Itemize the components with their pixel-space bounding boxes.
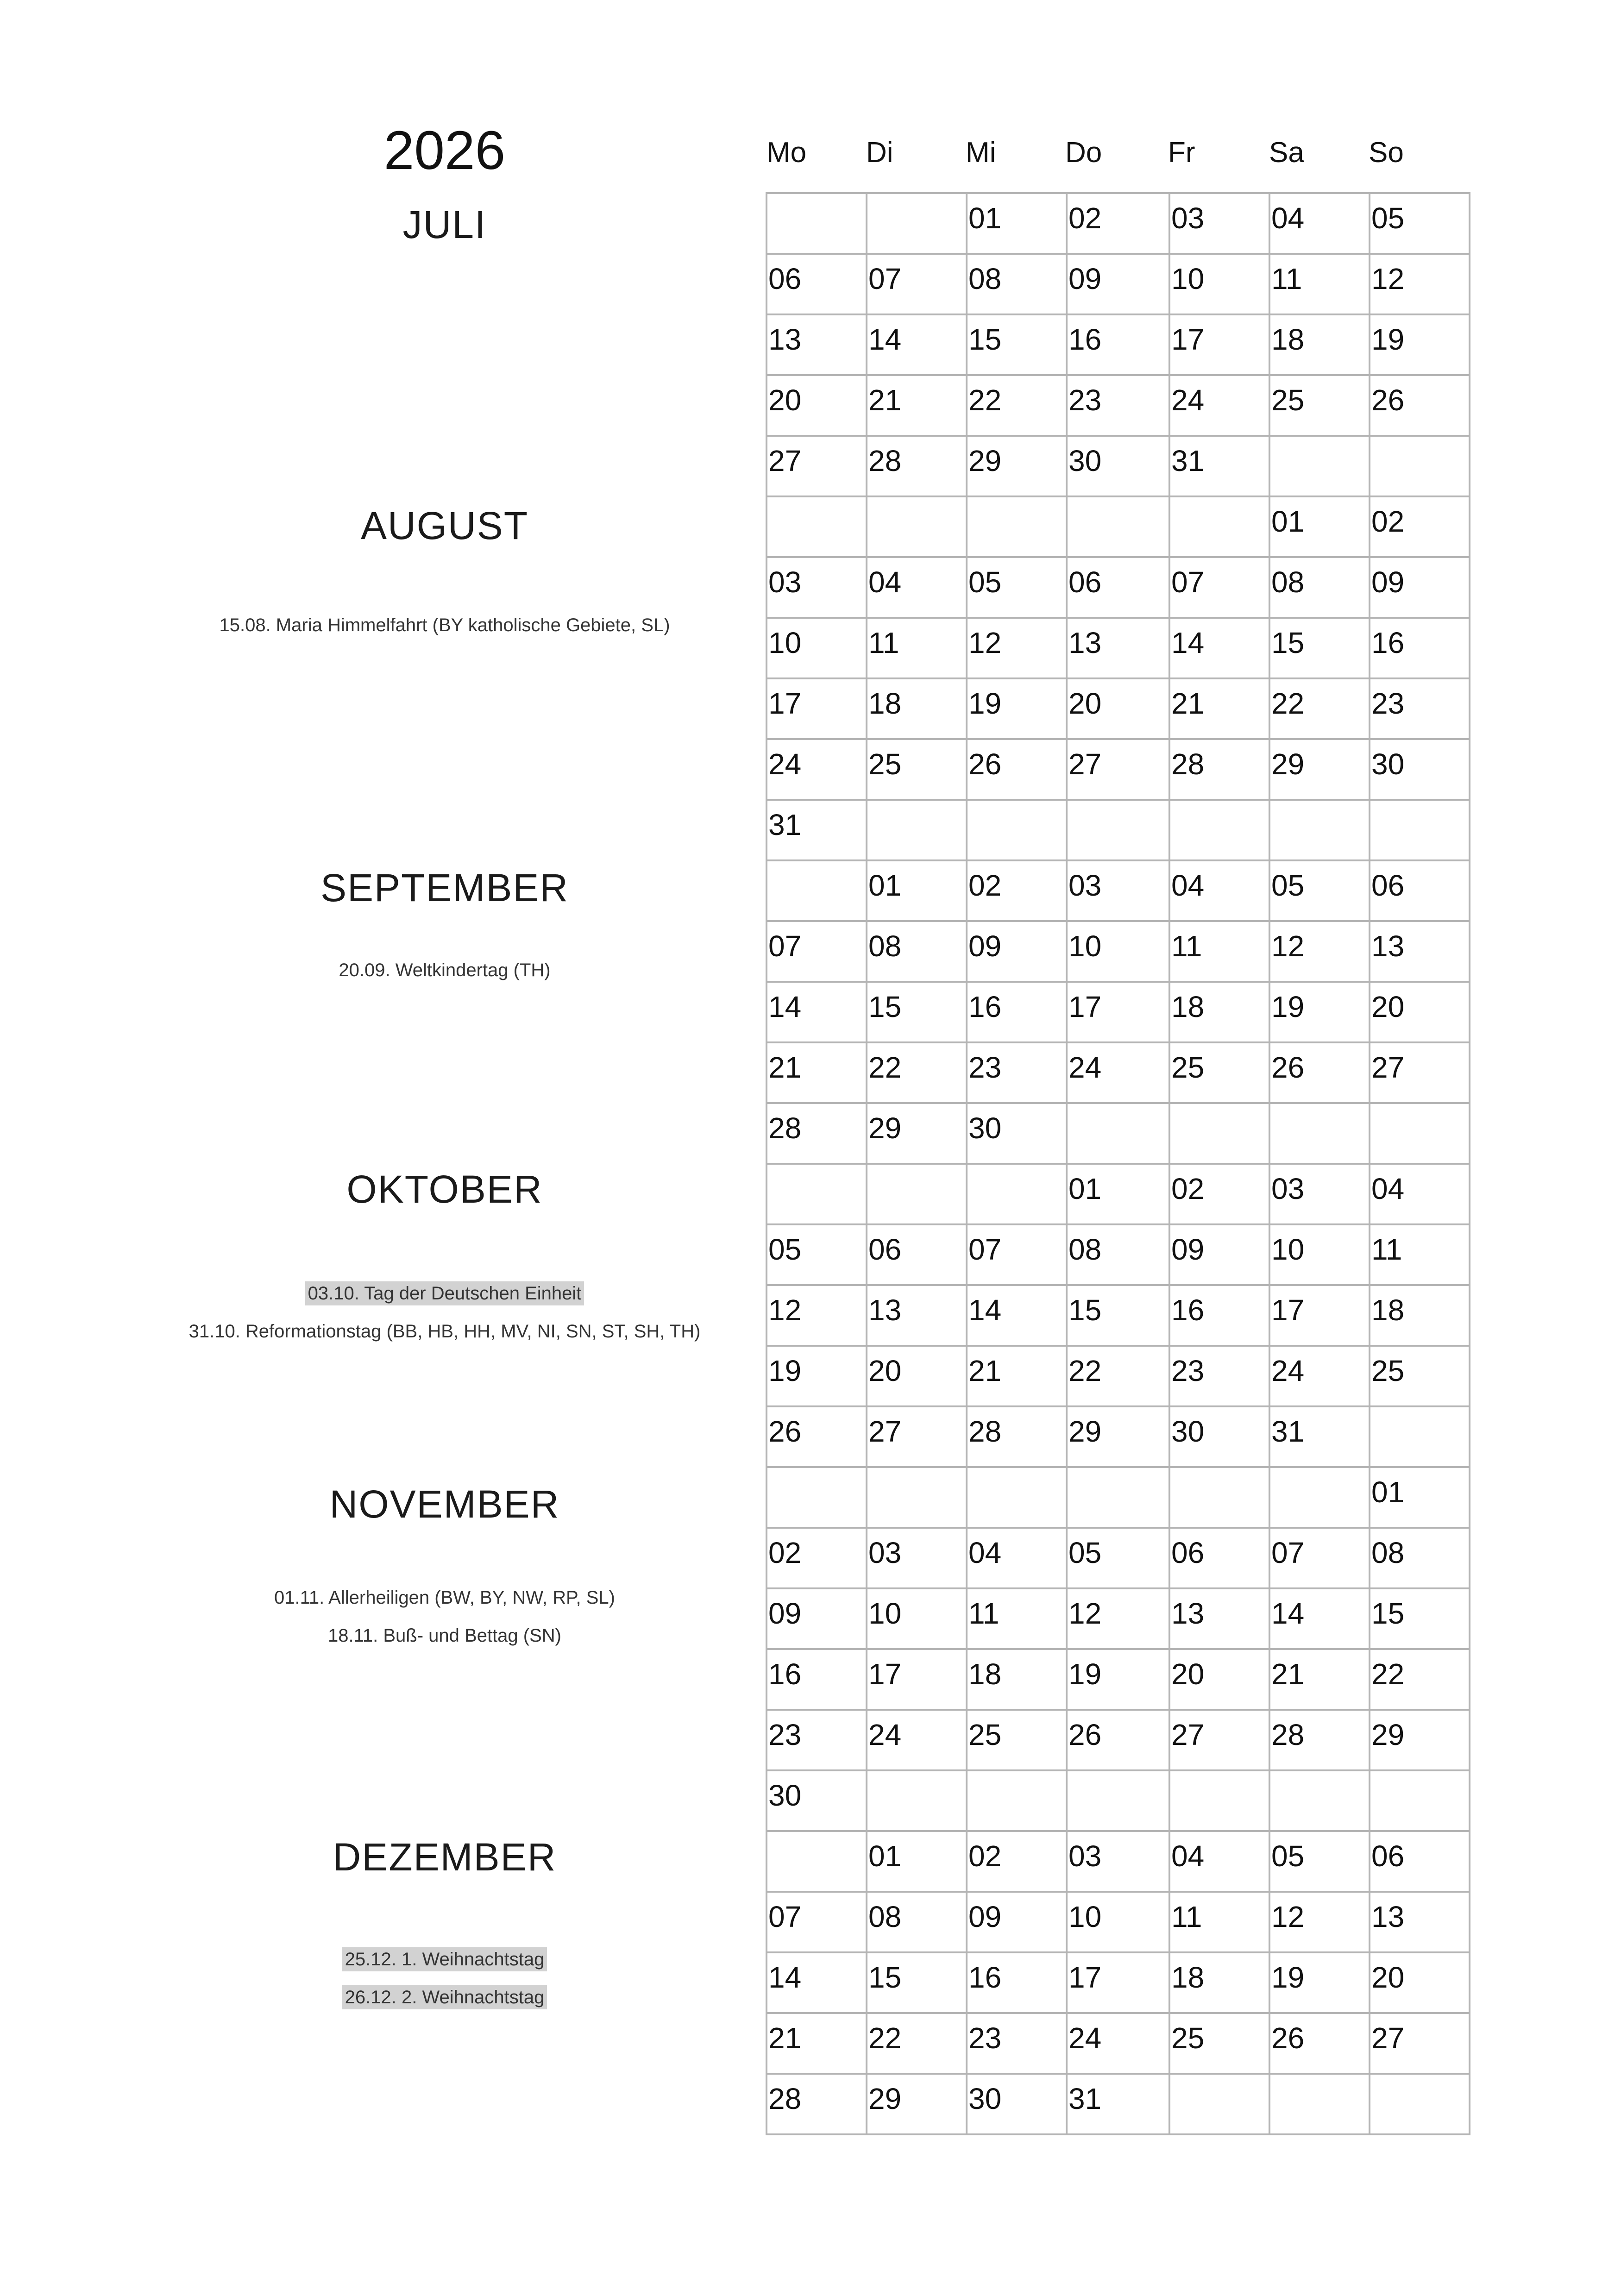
day-cell: 05 (1068, 1529, 1170, 1589)
week-row (767, 861, 1470, 922)
day-cell: 31 (767, 801, 867, 861)
day-cell: 27 (1370, 2014, 1470, 2075)
month-title-dezember: DEZEMBER (333, 1835, 557, 1879)
day-cell: 28 (767, 1104, 867, 1165)
year-title: 2026 (383, 120, 506, 181)
day-cell: 12 (968, 619, 1068, 679)
day-cell: 30 (968, 2075, 1068, 2135)
week-row (767, 922, 1470, 983)
week-row (767, 437, 1470, 497)
day-cell: 05 (968, 558, 1068, 619)
holiday-item: 31.10. Reformationstag (BB, HB, HH, MV, NI, SN, ST, SH, TH) (188, 1321, 701, 1342)
day-cell: 04 (968, 1529, 1068, 1589)
day-cell: 10 (767, 619, 867, 679)
day-cell: 12 (1270, 922, 1370, 983)
day-cell: 30 (1170, 1407, 1270, 1468)
holiday-item: 26.12. 2. Weihnachtstag (93, 1983, 797, 2011)
week-row (767, 1589, 1470, 1650)
day-cell: 29 (968, 437, 1068, 497)
day-cell: 22 (1068, 1347, 1170, 1407)
empty-day-cell (1170, 497, 1270, 558)
day-cell: 27 (1170, 1711, 1270, 1771)
day-cell: 20 (1170, 1650, 1270, 1711)
empty-day-cell (767, 1832, 867, 1893)
empty-day-cell (867, 801, 968, 861)
day-cell: 11 (1270, 255, 1370, 315)
week-row (767, 1347, 1470, 1407)
empty-day-cell (1068, 497, 1170, 558)
day-cell: 02 (968, 861, 1068, 922)
day-cell: 21 (767, 2014, 867, 2075)
day-cell: 07 (767, 1893, 867, 1953)
day-cell: 20 (867, 1347, 968, 1407)
day-cell: 12 (1270, 1893, 1370, 1953)
day-cell: 10 (867, 1589, 968, 1650)
day-cell: 15 (867, 983, 968, 1043)
day-cell: 08 (867, 1893, 968, 1953)
week-row (767, 2075, 1470, 2135)
day-cell: 09 (968, 922, 1068, 983)
day-cell: 09 (1370, 558, 1470, 619)
day-cell: 23 (968, 2014, 1068, 2075)
day-cell: 11 (1170, 922, 1270, 983)
day-cell: 13 (867, 1286, 968, 1347)
week-row (767, 1832, 1470, 1893)
empty-day-cell (968, 1468, 1068, 1529)
day-cell: 21 (1270, 1650, 1370, 1711)
weekday-header-mi: Mi (966, 137, 996, 169)
empty-day-cell (1270, 1104, 1370, 1165)
empty-day-cell (1270, 437, 1370, 497)
empty-day-cell (1068, 1468, 1170, 1529)
calendar-grid (766, 192, 1470, 2135)
day-cell: 15 (968, 315, 1068, 376)
day-cell: 21 (867, 376, 968, 437)
day-cell: 12 (767, 1286, 867, 1347)
week-row (767, 497, 1470, 558)
day-cell: 29 (1270, 740, 1370, 801)
day-cell: 21 (968, 1347, 1068, 1407)
holiday-item: 01.11. Allerheiligen (BW, BY, NW, RP, SL) (274, 1587, 615, 1608)
empty-day-cell (1170, 1771, 1270, 1832)
day-cell: 01 (968, 194, 1068, 255)
day-cell: 06 (1370, 861, 1470, 922)
day-cell: 07 (968, 1225, 1068, 1286)
day-cell: 06 (767, 255, 867, 315)
day-cell: 05 (1270, 1832, 1370, 1893)
day-cell: 13 (1370, 922, 1470, 983)
empty-day-cell (968, 497, 1068, 558)
holiday-item: 20.09. Weltkindertag (TH) (339, 960, 551, 980)
day-cell: 27 (767, 437, 867, 497)
day-cell: 03 (1170, 194, 1270, 255)
day-cell: 14 (1270, 1589, 1370, 1650)
day-cell: 27 (867, 1407, 968, 1468)
day-cell: 12 (1068, 1589, 1170, 1650)
empty-day-cell (968, 1165, 1068, 1225)
day-cell: 25 (1170, 1043, 1270, 1104)
holiday-item: 25.12. 1. Weihnachtstag (93, 1945, 797, 1973)
day-cell: 08 (1068, 1225, 1170, 1286)
week-row (767, 376, 1470, 437)
day-cell: 31 (1170, 437, 1270, 497)
day-cell: 16 (767, 1650, 867, 1711)
day-cell: 09 (1068, 255, 1170, 315)
day-cell: 08 (1270, 558, 1370, 619)
day-cell: 24 (1068, 2014, 1170, 2075)
empty-day-cell (767, 861, 867, 922)
day-cell: 11 (1170, 1893, 1270, 1953)
day-cell: 13 (1170, 1589, 1270, 1650)
day-cell: 03 (867, 1529, 968, 1589)
week-row (767, 1043, 1470, 1104)
day-cell: 14 (968, 1286, 1068, 1347)
week-row (767, 1711, 1470, 1771)
empty-day-cell (867, 497, 968, 558)
day-cell: 16 (1170, 1286, 1270, 1347)
day-cell: 25 (867, 740, 968, 801)
week-row (767, 194, 1470, 255)
day-cell: 14 (767, 1953, 867, 2014)
month-title-september: SEPTEMBER (320, 866, 569, 910)
day-cell: 31 (1270, 1407, 1370, 1468)
day-cell: 14 (1170, 619, 1270, 679)
day-cell: 28 (1270, 1711, 1370, 1771)
day-cell: 18 (968, 1650, 1068, 1711)
day-cell: 22 (1370, 1650, 1470, 1711)
empty-day-cell (1170, 801, 1270, 861)
day-cell: 04 (1170, 861, 1270, 922)
empty-day-cell (1370, 1771, 1470, 1832)
empty-day-cell (867, 1468, 968, 1529)
day-cell: 09 (1170, 1225, 1270, 1286)
day-cell: 22 (968, 376, 1068, 437)
day-cell: 31 (1068, 2075, 1170, 2135)
day-cell: 30 (1370, 740, 1470, 801)
day-cell: 22 (867, 2014, 968, 2075)
empty-day-cell (968, 801, 1068, 861)
day-cell: 26 (1068, 1711, 1170, 1771)
week-row (767, 1893, 1470, 1953)
day-cell: 08 (968, 255, 1068, 315)
empty-day-cell (1270, 2075, 1370, 2135)
day-cell: 05 (1270, 861, 1370, 922)
day-cell: 18 (867, 679, 968, 740)
empty-day-cell (767, 497, 867, 558)
day-cell: 28 (968, 1407, 1068, 1468)
day-cell: 15 (1270, 619, 1370, 679)
day-cell: 19 (1270, 1953, 1370, 2014)
day-cell: 23 (968, 1043, 1068, 1104)
week-row (767, 1225, 1470, 1286)
day-cell: 02 (767, 1529, 867, 1589)
day-cell: 08 (1370, 1529, 1470, 1589)
empty-day-cell (1170, 1104, 1270, 1165)
day-cell: 06 (1370, 1832, 1470, 1893)
day-cell: 29 (1068, 1407, 1170, 1468)
empty-day-cell (767, 1165, 867, 1225)
day-cell: 18 (1170, 983, 1270, 1043)
day-cell: 24 (1170, 376, 1270, 437)
empty-day-cell (867, 1771, 968, 1832)
day-cell: 25 (1270, 376, 1370, 437)
day-cell: 06 (1170, 1529, 1270, 1589)
day-cell: 02 (1370, 497, 1470, 558)
weekday-header-mo: Mo (767, 137, 807, 169)
day-cell: 19 (1270, 983, 1370, 1043)
day-cell: 27 (1068, 740, 1170, 801)
empty-day-cell (1270, 801, 1370, 861)
empty-day-cell (1370, 2075, 1470, 2135)
month-title-november: NOVEMBER (329, 1482, 560, 1526)
day-cell: 14 (867, 315, 968, 376)
day-cell: 09 (968, 1893, 1068, 1953)
empty-day-cell (767, 1468, 867, 1529)
day-cell: 23 (1370, 679, 1470, 740)
day-cell: 20 (1370, 983, 1470, 1043)
day-cell: 26 (767, 1407, 867, 1468)
week-row (767, 679, 1470, 740)
day-cell: 24 (1270, 1347, 1370, 1407)
day-cell: 04 (1370, 1165, 1470, 1225)
day-cell: 13 (1370, 1893, 1470, 1953)
day-cell: 26 (1270, 1043, 1370, 1104)
day-cell: 01 (867, 1832, 968, 1893)
day-cell: 01 (867, 861, 968, 922)
week-row (767, 1650, 1470, 1711)
day-cell: 26 (968, 740, 1068, 801)
day-cell: 06 (1068, 558, 1170, 619)
holiday-item: 15.08. Maria Himmelfahrt (BY katholische Gebiete, SL) (219, 615, 670, 635)
day-cell: 17 (767, 679, 867, 740)
week-row (767, 983, 1470, 1043)
empty-day-cell (1370, 1104, 1470, 1165)
day-cell: 02 (1068, 194, 1170, 255)
day-cell: 03 (767, 558, 867, 619)
day-cell: 29 (1370, 1711, 1470, 1771)
day-cell: 30 (767, 1771, 867, 1832)
week-row (767, 1407, 1470, 1468)
day-cell: 18 (1370, 1286, 1470, 1347)
day-cell: 06 (867, 1225, 968, 1286)
day-cell: 28 (767, 2075, 867, 2135)
empty-day-cell (867, 194, 968, 255)
day-cell: 14 (767, 983, 867, 1043)
empty-day-cell (1170, 1468, 1270, 1529)
day-cell: 19 (968, 679, 1068, 740)
day-cell: 20 (1068, 679, 1170, 740)
day-cell: 04 (867, 558, 968, 619)
week-row (767, 1104, 1470, 1165)
month-title-juli: JULI (402, 203, 487, 246)
weekday-header-do: Do (1065, 137, 1102, 169)
day-cell: 05 (767, 1225, 867, 1286)
day-cell: 10 (1068, 922, 1170, 983)
day-cell: 15 (1370, 1589, 1470, 1650)
day-cell: 11 (867, 619, 968, 679)
day-cell: 03 (1270, 1165, 1370, 1225)
day-cell: 24 (1068, 1043, 1170, 1104)
day-cell: 21 (767, 1043, 867, 1104)
day-cell: 28 (1170, 740, 1270, 801)
empty-day-cell (1370, 1407, 1470, 1468)
day-cell: 23 (1170, 1347, 1270, 1407)
holiday-item: 03.10. Tag der Deutschen Einheit (93, 1280, 797, 1307)
week-row (767, 1468, 1470, 1529)
day-cell: 26 (1270, 2014, 1370, 2075)
day-cell: 22 (867, 1043, 968, 1104)
week-row (767, 1286, 1470, 1347)
day-cell: 12 (1370, 255, 1470, 315)
day-cell: 30 (1068, 437, 1170, 497)
week-row (767, 1529, 1470, 1589)
day-cell: 11 (1370, 1225, 1470, 1286)
day-cell: 07 (1170, 558, 1270, 619)
day-cell: 20 (767, 376, 867, 437)
day-cell: 29 (867, 1104, 968, 1165)
day-cell: 28 (867, 437, 968, 497)
weekday-header-fr: Fr (1168, 137, 1195, 169)
day-cell: 21 (1170, 679, 1270, 740)
day-cell: 18 (1270, 315, 1370, 376)
empty-day-cell (1270, 1468, 1370, 1529)
day-cell: 04 (1270, 194, 1370, 255)
day-cell: 19 (767, 1347, 867, 1407)
week-row (767, 1165, 1470, 1225)
empty-day-cell (1068, 801, 1170, 861)
day-cell: 30 (968, 1104, 1068, 1165)
week-row (767, 619, 1470, 679)
day-cell: 17 (867, 1650, 968, 1711)
month-title-oktober: OKTOBER (346, 1167, 543, 1211)
day-cell: 10 (1270, 1225, 1370, 1286)
day-cell: 24 (867, 1711, 968, 1771)
day-cell: 15 (1068, 1286, 1170, 1347)
day-cell: 07 (1270, 1529, 1370, 1589)
day-cell: 19 (1068, 1650, 1170, 1711)
day-cell: 13 (767, 315, 867, 376)
day-cell: 13 (1068, 619, 1170, 679)
day-cell: 20 (1370, 1953, 1470, 2014)
week-row (767, 558, 1470, 619)
day-cell: 19 (1370, 315, 1470, 376)
day-cell: 25 (1170, 2014, 1270, 2075)
day-cell: 18 (1170, 1953, 1270, 2014)
empty-day-cell (1068, 1104, 1170, 1165)
day-cell: 01 (1270, 497, 1370, 558)
day-cell: 02 (968, 1832, 1068, 1893)
day-cell: 15 (867, 1953, 968, 2014)
day-cell: 16 (1068, 315, 1170, 376)
day-cell: 16 (968, 1953, 1068, 2014)
month-title-august: AUGUST (360, 504, 529, 547)
day-cell: 25 (968, 1711, 1068, 1771)
empty-day-cell (1270, 1771, 1370, 1832)
day-cell: 01 (1370, 1468, 1470, 1529)
day-cell: 02 (1170, 1165, 1270, 1225)
empty-day-cell (968, 1771, 1068, 1832)
weekday-header-so: So (1369, 137, 1404, 169)
day-cell: 17 (1270, 1286, 1370, 1347)
day-cell: 27 (1370, 1043, 1470, 1104)
day-cell: 03 (1068, 1832, 1170, 1893)
day-cell: 07 (767, 922, 867, 983)
week-row (767, 1953, 1470, 2014)
weekday-header-sa: Sa (1269, 137, 1304, 169)
empty-day-cell (1068, 1771, 1170, 1832)
day-cell: 24 (767, 740, 867, 801)
week-row (767, 1771, 1470, 1832)
day-cell: 04 (1170, 1832, 1270, 1893)
day-cell: 16 (1370, 619, 1470, 679)
day-cell: 11 (968, 1589, 1068, 1650)
day-cell: 08 (867, 922, 968, 983)
day-cell: 26 (1370, 376, 1470, 437)
holiday-item: 18.11. Buß- und Bettag (SN) (328, 1625, 561, 1646)
day-cell: 23 (1068, 376, 1170, 437)
day-cell: 23 (767, 1711, 867, 1771)
empty-day-cell (867, 1165, 968, 1225)
week-row (767, 315, 1470, 376)
weekday-header-di: Di (866, 137, 893, 169)
day-cell: 17 (1170, 315, 1270, 376)
day-cell: 05 (1370, 194, 1470, 255)
day-cell: 10 (1170, 255, 1270, 315)
day-cell: 10 (1068, 1893, 1170, 1953)
week-row (767, 801, 1470, 861)
day-cell: 07 (867, 255, 968, 315)
empty-day-cell (1370, 801, 1470, 861)
day-cell: 17 (1068, 1953, 1170, 2014)
day-cell: 01 (1068, 1165, 1170, 1225)
week-row (767, 2014, 1470, 2075)
day-cell: 03 (1068, 861, 1170, 922)
day-cell: 22 (1270, 679, 1370, 740)
empty-day-cell (1370, 437, 1470, 497)
day-cell: 29 (867, 2075, 968, 2135)
week-row (767, 255, 1470, 315)
empty-day-cell (767, 194, 867, 255)
day-cell: 17 (1068, 983, 1170, 1043)
day-cell: 09 (767, 1589, 867, 1650)
day-cell: 25 (1370, 1347, 1470, 1407)
week-row (767, 740, 1470, 801)
day-cell: 16 (968, 983, 1068, 1043)
empty-day-cell (1170, 2075, 1270, 2135)
